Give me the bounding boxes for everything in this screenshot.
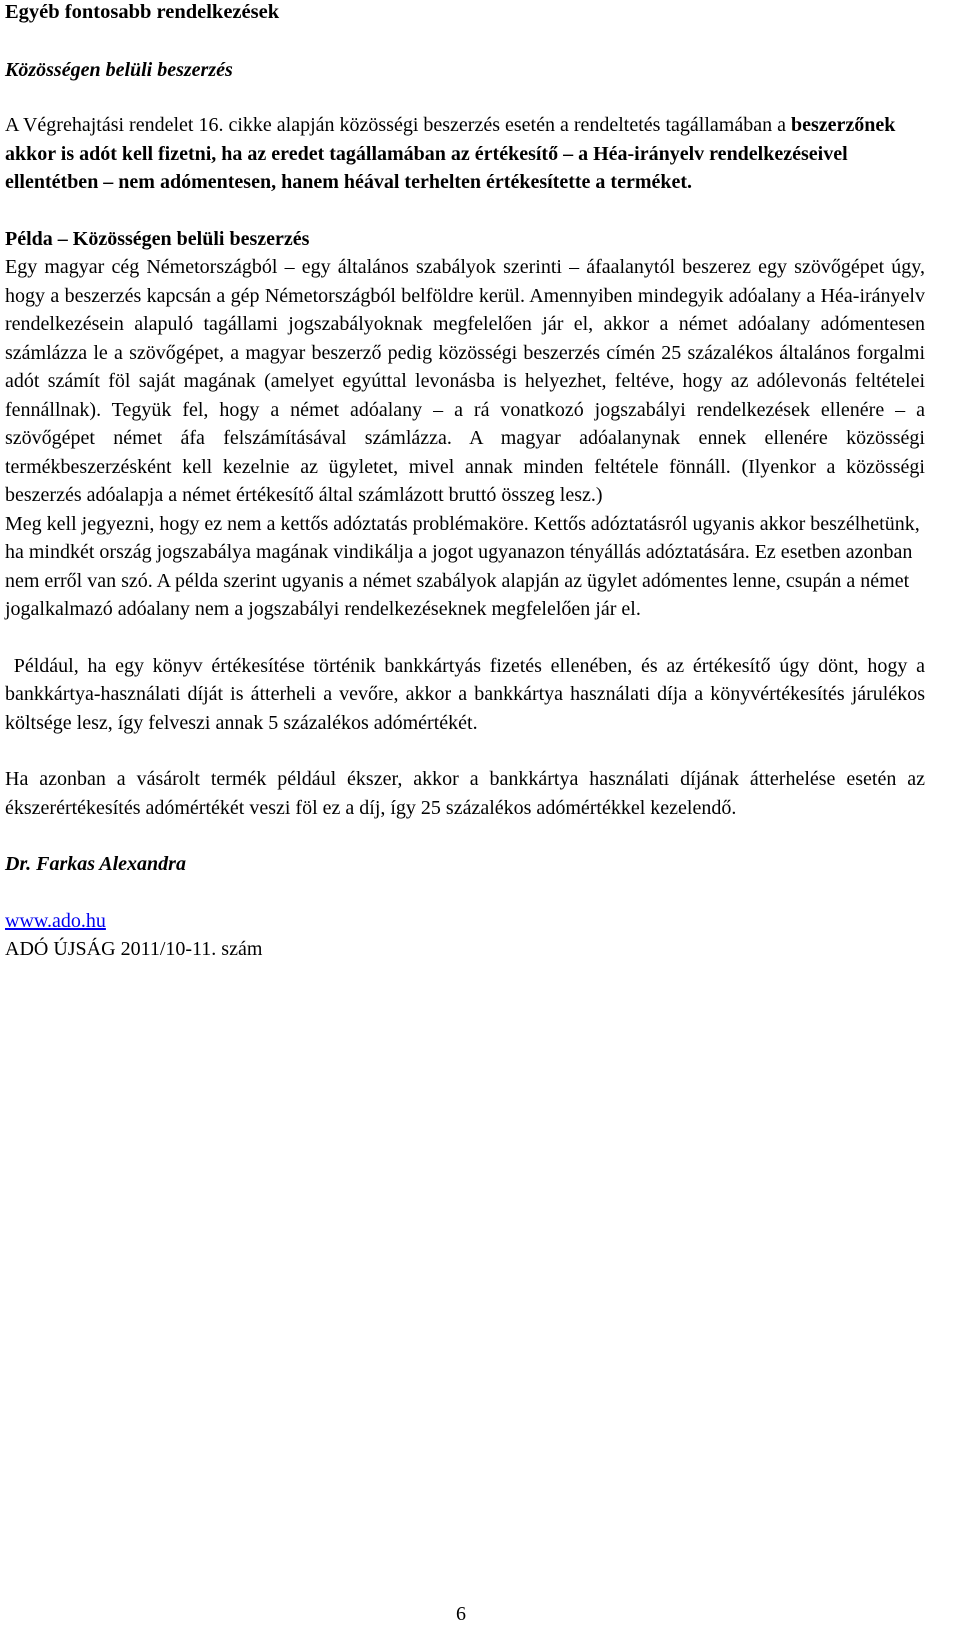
example-paragraph-1: Egy magyar cég Németországból – egy általános szabályok szerinti – áfaalanytól beszerez egy szövőgépet úgy, hogy a beszerzés kapcsán a gép Németországból belföldre kerül. Amennyiben mindegyik adóalany a Héa-irányelv rendelkezésein alapuló tagállami jogszabályoknak megfelelően jár el, akkor a német adóalany adómentesen számlázza le a szövőgépet, a magyar beszerző pedig közösségi beszerzés címén 25 százalékos általános forgalmi adót számít föl saját magának (amelyet egyúttal levonásba is helyezhet, feltéve, hogy az adólevonás feltételei fennállnak). Tegyük fel, hogy a német adóalany – a rá vonatkozó jogszabályi rendelkezések ellenére – a szövőgépet német áfa felszámításával számlázza. A magyar adóalanynak ennek ellenére közösségi termékbeszerzésként kell kezelnie az ügyletet, mivel annak minden feltétele fönnáll. (Ilyenkor a közösségi beszerzés adóalapja a német értékesítő által számlázott bruttó összeg lesz.) [5,256,925,506]
section-subheading: Közösségen belüli beszerzés [5,58,233,81]
intro-bold-text: beszerzőnek akkor is adót kell fizetni, ha az eredet tagállamában az értékesítő – a Héa-irányelv rendelkezéseivel ellentétben – nem adómentesen, hanem héával terhelten értékesítette a terméket. [5,114,896,193]
section-heading: Egyéb fontosabb rendelkezések [5,1,280,23]
source-citation: ADÓ ÚJSÁG 2011/10-11. szám [5,938,263,960]
author-name: Dr. Farkas Alexandra [5,853,186,875]
intro-text: A Végrehajtási rendelet 16. cikke alapján közösségi beszerzés esetén a rendeltetés tagállamában a [5,114,791,136]
example-title: Példa – Közösségen belüli beszerzés [5,227,310,250]
page-number: 6 [456,1603,466,1625]
paragraph-jewelry: Ha azonban a vásárolt termék például ékszer, akkor a bankkártya használati díjának átterhelése esetén az ékszerértékesítés adómértékét veszi föl ez a díj, így 25 százalékos adómértékkel kezelendő. [5,768,925,819]
example-paragraph-2: Meg kell jegyezni, hogy ez nem a kettős adóztatás problémaköre. Kettős adóztatásról ugyanis akkor beszélhetünk, ha mindkét ország jogszabálya magának vindikálja a jogot ugyanazon tényállás adóztatására. Ez esetben azonban nem erről van szó. A példa szerint ugyanis a német szabályok alapján az ügylet adómentes lenne, csupán a német jogalkalmazó adóalany nem a jogszabályi rendelkezéseknek megfelelően jár el. [5,512,920,620]
website-link[interactable]: www.ado.hu [5,909,106,932]
document-page [5,0,930,964]
intro-paragraph [5,111,925,197]
paragraph-card-payment: Például, ha egy könyv értékesítése történik bankkártyás fizetés ellenében, és az értékesítő úgy dönt, hogy a bankkártya-használati díját is átterheli a vevőre, akkor a bankkártya használati díja a könyvértékesítés járulékos költsége lesz, így felveszi annak 5 százalékos adómértékét. [5,654,930,734]
